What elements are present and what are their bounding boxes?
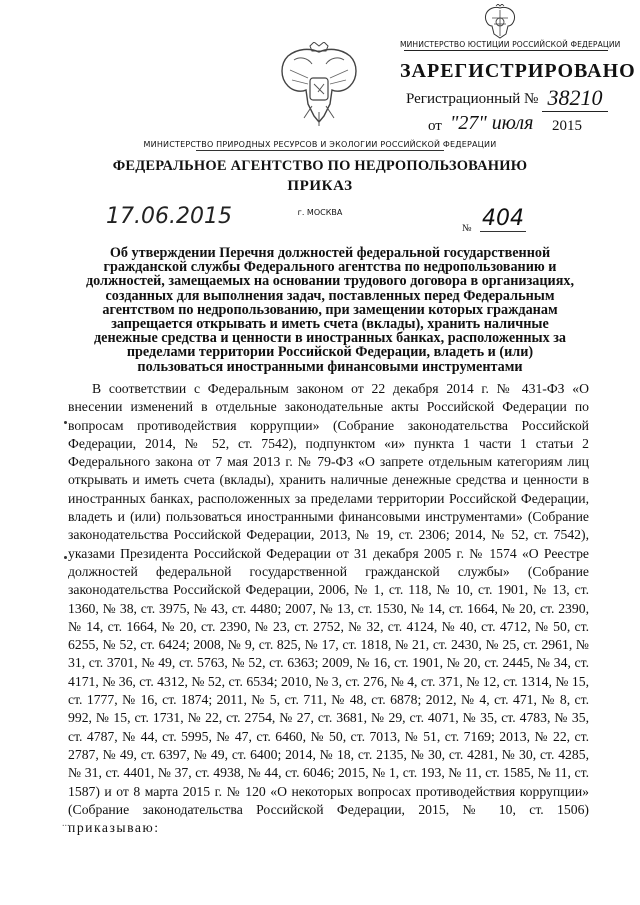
page-ellipsis: ... [62, 818, 70, 829]
document-body [68, 380, 589, 837]
ministry-heading: МИНИСТЕРСТВО ПРИРОДНЫХ РЕСУРСОВ И ЭКОЛОГИИ РОССИЙСКОЙ ФЕДЕРАЦИИ [143, 140, 497, 149]
agency-heading: ФЕДЕРАЛЬНОЕ АГЕНТСТВО ПО НЕДРОПОЛЬЗОВАНИЮ [112, 158, 528, 174]
header-divider [196, 150, 444, 151]
document-number-sign: № [462, 223, 472, 234]
body-text: В соответствии с Федеральным законом от 22 декабря 2014 г. № 431-ФЗ «О внесении изменений в отдельные законодательные акты Российской Федерации по вопросам противодействия коррупции» (Собрание законодательства Российской Федерации, 2014, № 52, ст. 7542), подпунктом «и» пункта 1 части 1 статьи 2 Федерального закона от 7 мая 2013 г. № 79-ФЗ «О запрете отдельным категориям лиц открывать и иметь счета (вклады), хранить наличные денежные средства и ценности в иностранных банках, расположенных за пределами территории Российской Федерации, владеть и (или) пользоваться иностранными финансовыми инструментами» (Собрание законодательства Российской Федерации, 2013, № 19, ст. 2306; 2014, № 52, ст. 7542), указами Президента Российской Федерации от 31 декабря 2005 г. № 1574 «О Реестре должностей федеральной государственной гражданской службы» (Собрание законодательства Российской Федерации, 2006, № 1, ст. 118, № 10, ст. 1901, № 13, ст. 1360, № 38, ст. 3975, № 43, ст. 4480; 2007, № 13, ст. 1530, № 14, ст. 1664, № 20, ст. 2390, № 14, ст. 1664, № 20, ст. 2390, № 23, ст. 2752, № 32, ст. 4124, № 40, ст. 4712, № 50, ст. 6255, № 52, ст. 6424; 2008, № 9, ст. 825, № 17, ст. 1818, № 21, ст. 2430, № 25, ст. 2961, № 31, ст. 3701, № 49, ст. 5763, № 52, ст. 6363; 2009, № 16, ст. 1901, № 20, ст. 2445, № 34, ст. 4171, № 36, ст. 4312, № 52, ст. 6534; 2010, № 3, ст. 276, № 4, ст. 371, № 12, ст. 1314, № 15, ст. 1777, № 16, ст. 1874; 2011, № 5, ст. 711, № 48, ст. 6878; 2012, № 4, ст. 471, № 8, ст. 992, № 15, ст. 1731, № 22, ст. 2754, № 27, ст. 3681, № 29, ст. 4071, № 35, ст. 4783, № 35, ст. 4787, № 44, ст. 5995, № 47, ст. 6460, № 50, ст. 7013, № 51, ст. 7169; 2013, № 22, ст. 2787, № 49, ст. 6397, № 49, ст. 6400; 2014, № 18, ст. 2135, № 30, ст. 4281, № 30, ст. 4285, № 31, ст. 4401, № 37, ст. 4938, № 44, ст. 6046; 2015, № 1, ст. 193, № 11, ст. 1585, № 11, ст. 1587) и от 8 марта 2015 г. № 120 «О некоторых вопросах противодействия коррупции» (Собрание законодательства Российской Федерации, 2015, № 10, ст. 1506) [68, 381, 589, 817]
document-date: 17.06.2015 [106, 204, 232, 229]
margin-mark [64, 421, 67, 424]
decree-word: приказываю: [68, 820, 160, 836]
registration-divider [404, 50, 608, 51]
registration-stamp [400, 40, 636, 138]
registration-number: 38210 [542, 85, 608, 112]
document-type: ПРИКАЗ [287, 178, 353, 194]
registration-date-prefix: от [428, 118, 442, 134]
document-city: г. МОСКВА [297, 208, 343, 217]
document-number: 404 [482, 206, 524, 231]
coat-of-arms-emblem [274, 42, 364, 134]
registration-number-label: Регистрационный № [406, 91, 539, 107]
coat-of-arms-emblem-small [480, 4, 520, 40]
body-paragraph [68, 380, 589, 837]
document-title: Об утверждении Перечня должностей федеральной государственной гражданской службы Федерального агентства по недропользованию и должностей, замещаемых на основании трудового договора в организациях, созданных для выполнения задач, поставленных перед Федеральным агентством по недропользованию, при замещении которых гражданам запрещается открывать и иметь счета (вклады), хранить наличные денежные средства и ценности в иностранных банках, расположенных за пределами территории Российской Федерации, владеть и (или) пользоваться иностранными финансовыми инструментами [85, 245, 575, 375]
registration-date: "27" июля [450, 112, 534, 134]
margin-mark [64, 556, 67, 559]
registration-ministry: МИНИСТЕРСТВО ЮСТИЦИИ РОССИЙСКОЙ ФЕДЕРАЦИИ [400, 40, 621, 49]
registration-year: 2015 [552, 118, 582, 134]
registration-status: ЗАРЕГИСТРИРОВАНО [400, 60, 636, 82]
